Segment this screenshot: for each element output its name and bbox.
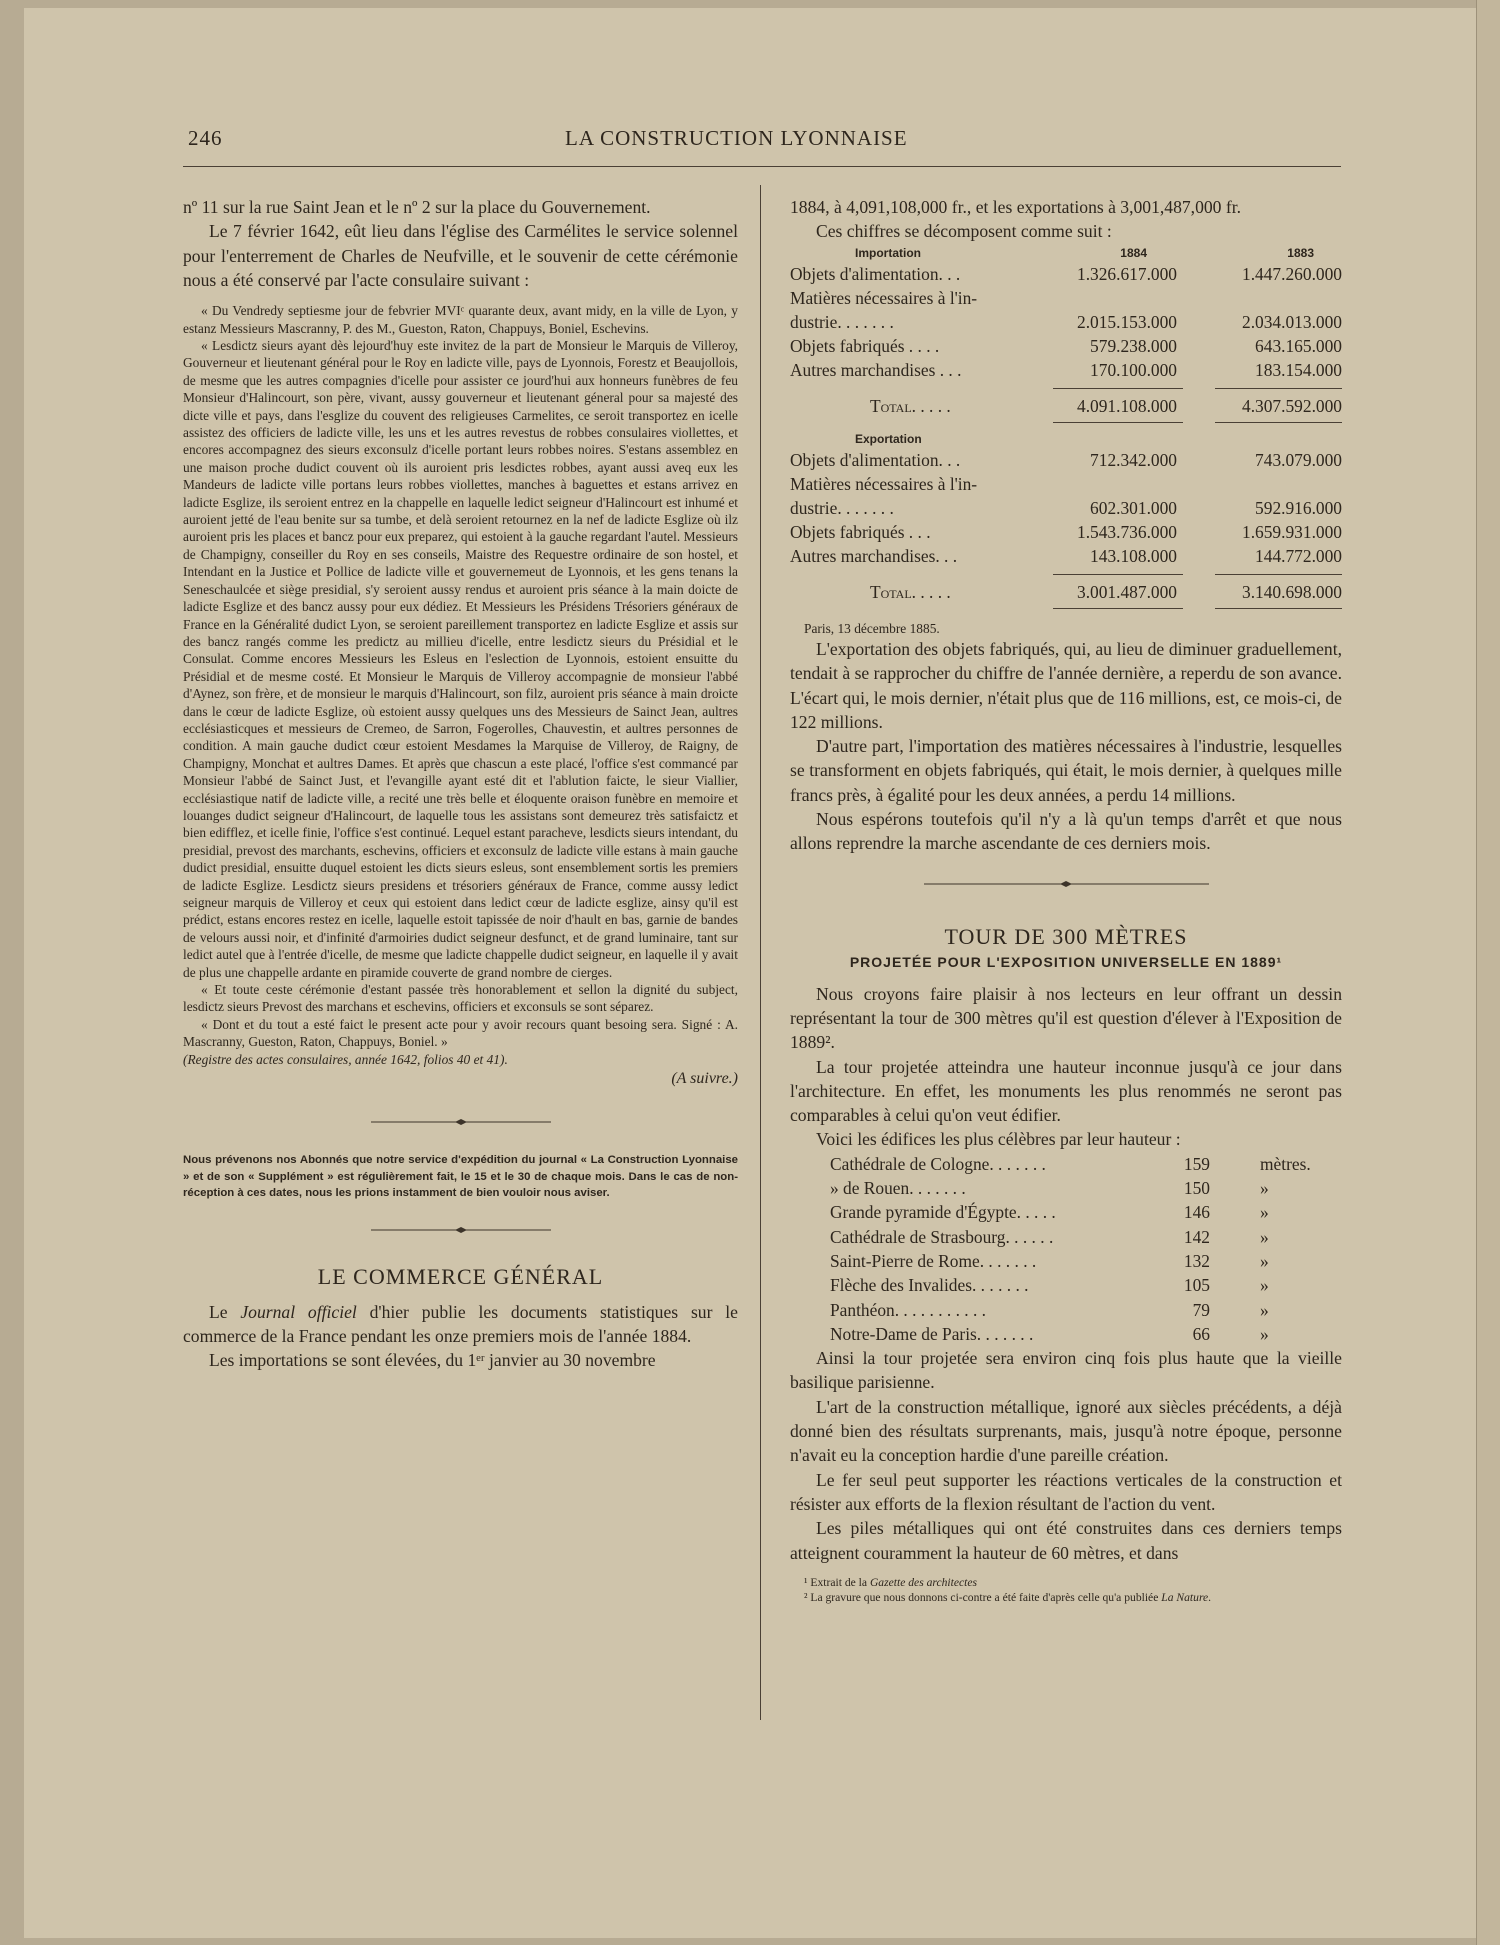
row-label: Objets d'alimentation. . . [790, 263, 961, 284]
sum-line [1215, 574, 1342, 575]
journal-title: LA CONSTRUCTION LYONNAISE [565, 126, 908, 150]
value-1883: 592.916.000 [1255, 497, 1342, 518]
table-row [790, 496, 1342, 520]
monument-height: 146 [1183, 1202, 1210, 1223]
footnote-source: Gazette des architectes [869, 1575, 978, 1589]
monument-height: 105 [1183, 1275, 1210, 1296]
monument-row [790, 1298, 1342, 1322]
tour-paragraph: Le fer seul peut supporter les réactions verticales de la construction et résister aux efforts de la flexion résultant de l'action du vent. [790, 1469, 1342, 1514]
monument-height: 159 [1183, 1153, 1210, 1174]
table-row [790, 286, 1342, 310]
commerce-text: Le [209, 1301, 241, 1322]
monument-unit: » [1260, 1299, 1269, 1320]
footnote-text: . [1208, 1590, 1212, 1604]
value-1884: 712.342.000 [1090, 449, 1177, 470]
monument-height: 132 [1183, 1250, 1210, 1271]
total-value: 4.307.592.000 [1242, 395, 1342, 416]
footnote-source: La Nature [1161, 1590, 1209, 1604]
tour-paragraph: Voici les édifices les plus célèbres par leur hauteur : [816, 1129, 1181, 1150]
quote-reference: (Registre des actes consulaires, année 1642, folios 40 et 41). [183, 1051, 508, 1067]
footnote-text: ² La gravure que nous donnons ci-contre a été faite d'après celle qu'a publiée [804, 1590, 1162, 1604]
value-1883: 2.034.013.000 [1242, 311, 1342, 332]
import-paragraph: D'autre part, l'importation des matières nécessaires à l'industrie, lesquelles se transforment en objets fabriqués, qui était, le mois dernier, à quelques mille francs près, à égalité pour les deux années, a perdu 14 millions. [790, 736, 1342, 805]
monument-height: 66 [1192, 1323, 1210, 1344]
value-1884: 1.543.736.000 [1077, 521, 1177, 542]
sum-line [1053, 422, 1183, 423]
table-row [790, 334, 1342, 358]
total-label: Total. . . . . [870, 395, 951, 416]
row-label: Objets fabriqués . . . [790, 521, 931, 542]
monument-height: 142 [1183, 1226, 1210, 1247]
export-paragraph: L'exportation des objets fabriqués, qui, au lieu de diminuer graduellement, tendait à se rapprocher du chiffre de l'année dernière, a reperdu de son avance. L'écart qui, le mois dernier, n'était plus que de 116 millions, est, ce mois-ci, de 122 millions. [790, 639, 1342, 732]
monument-unit: » [1260, 1250, 1269, 1271]
monument-name: » de Rouen. . . . . . . [830, 1178, 966, 1199]
journal-officiel: Journal officiel [240, 1301, 357, 1322]
footnote-1 [790, 1575, 1342, 1590]
table-row [790, 544, 1342, 568]
monument-height: 79 [1192, 1299, 1210, 1320]
commerce-intro: 1884, à 4,091,108,000 fr., et les exportations à 3,001,487,000 fr. [790, 197, 1242, 217]
ornamental-separator [924, 878, 1209, 890]
intro-continuation: nº 11 sur la rue Saint Jean et le nº 2 sur la place du Gouvernement. [183, 197, 651, 217]
total-value: 3.140.698.000 [1242, 581, 1342, 602]
commerce-text: d'hier publie les documents statistiques sur le commerce de la France pendant les onze premiers mois de l'année 1884. [183, 1301, 738, 1346]
sum-line [1215, 388, 1342, 389]
value-1883: 1.447.260.000 [1242, 263, 1342, 284]
value-1883: 144.772.000 [1255, 545, 1342, 566]
value-1883: 643.165.000 [1255, 335, 1342, 356]
quote-paragraph: « Et toute ceste cérémonie d'estant passée très honorablement et sellon la dignité du subject, lesdictz sieurs Prevost des marchans et eschevins, officiers et exconsuls se sont séparez. [183, 982, 738, 1015]
table-row [790, 262, 1342, 286]
total-value: 3.001.487.000 [1077, 581, 1177, 602]
value-1883: 743.079.000 [1255, 449, 1342, 470]
row-label: Autres marchandises . . . [790, 359, 962, 380]
year-header: 1883 [1287, 245, 1314, 260]
tour-paragraph: Nous croyons faire plaisir à nos lecteurs en leur offrant un dessin représentant la tour de 300 mètres qu'il est question d'élever à l'Exposition de 1889². [790, 983, 1342, 1053]
quote-paragraph: « Lesdictz sieurs ayant dès lejourd'huy este invitez de la part de Monsieur le Marquis de Villeroy, Gouverneur et lieutenant général pour le Roy en ladicte ville, pays de Lyonnois, Forestz et Beaujollois, de mesme que les autres compagnies d'icelle pour assister ce jourd'hui aux honneurs funèbres de feu Monsieur d'Halincourt, son père, vivant, aussy gouverneur et lieutenant géneral pour sa majesté des dicte ville et pays, dans l'esglize du couvent des religieuses Carmelites, ce seroit transportez en icelle assistez des officiers de ladicte ville, les uns et les autres revestus de robbes consulaires viollettes, et encores accompagnez des sieurs exconsulz d'icelle portant leurs robbes noires. S'estans assemblez en une maison proche dudict couvent où ils auroient pris lesdictes robbes, ayant aussi aveq eux les Mandeurs de ladicte ville portans leurs robbes viollettes, manches à baguettes et estans arrivez en ladicte Esglize, ils seroient entrez en la chappelle en laquelle ledict seigneur d'Halincourt est inhumé et auroient jetté de l'eau benite sur sa tumbe, et delà seroient retournez en la nef de ladicte Esglize où ilz auroient pris les places et bancz pour eux preparez, qui estoient à la gauche regardant l'autel. Messieurs de Champigny, conseiller du Roy en ses conseils, Maistre des Requestre ordinaire de son hostel, et Intendant en la Justice et Pollice de ladicte ville et gouvernemeut de Lyonnois, et les gens tenans la Seneschaulcée et siège presidial, s'y seroient aussy rendus et auroient pris séance à la main doicte de ladicte Esglize et des bancz aussy pour eux dédiez. Et Messieurs les Présidens Trésoriers généraux de France en la Généralité dudict Lyon, se seroient pareillement transportez en ladicte Esglize et assis sur des bancz rangés comme les predictz au millieu d'icelle, entre lesdictz sieurs du Présidial et le Consulat. Comme encores Messieurs les Esleus en l'eslection de Lyonnois, estoient ensuitte du Présidial et de mesme costé. Et Monsieur le Marquis de Villeroy accompagnie de monsieur l'abbé d'Aynez, son frère, et de monsieur le marquis d'Halincourt, son filz, auroient pris séance à main droicte dans le cœur de ladicte Esglize, où estoient aussy quelques uns des Messieurs de Sainct Jean, aultres ecclésiasticques et messieurs de Cremeo, de Sarron, Fogerolles, Chauvestin, et aultres personnes de condition. A main gauche dudict cœur estoient Mesdames la Marquise de Villeroy, de Raigny, de Champigny, Monchat et aultres Dames. Et après que chascun a este placé, l'office s'est commancé par Monsieur l'abbé de Sainct Just, et l'evangille ayant esté dit et l'ablution faicte, le sieur Viallier, ecclésiastique natif de ladicte ville, a recité une très belle et éloquente oraison funèbre en memoire et louanges dudict seigneur d'Halincourt, de laquelle tous les assistans sont demeurez très satisfaictz et bien edifflez, et icelle finie, l'office s'est continué. Lequel estant paracheve, lesdicts sieurs intendant, du presidial, prevost des marchants, eschevins, officiers et exconsulz de ladicte ville estans à main gauche dudict presidial, ensuitte duquel estoient les dicts sieurs esleus, sont ensemblement sortis les premiers de ladicte Esglize. Lesdictz sieurs presidens et trésoriers généraux de France, comme aussy ledict seigneur marquis de Villeroy et ceux qui estoient dans ledict cœur de ladicte esglize, ainsy qu'il est prédict, estans encores restez en icelle, laquelle estoit tapissée de noir d'hault en bas, garnie de bandes de velours aussi noir, et d'infinité d'armoiries dudict seigneur desfunct, et de grand luminaire, tant sur ledict autel que à l'entrée d'icelle, de mesme que ladicte chappelle dudict seigneur, en laquelle il y avait de plus une chappelle ardante en piramide couverte de grand nombre de cierges. [183, 338, 738, 980]
table-row [790, 472, 1342, 496]
year-header: 1884 [1120, 245, 1147, 260]
sum-line [1053, 574, 1183, 575]
monument-unit: » [1260, 1323, 1269, 1344]
row-label: Matières nécessaires à l'in- [790, 287, 978, 308]
import-header: Importation [855, 245, 921, 260]
row-label: dustrie. . . . . . . [790, 497, 894, 518]
row-label: Objets d'alimentation. . . [790, 449, 961, 470]
monument-row [790, 1225, 1342, 1249]
value-1884: 170.100.000 [1090, 359, 1177, 380]
monument-unit: » [1260, 1178, 1269, 1199]
table-row [790, 448, 1342, 472]
table-row [790, 358, 1342, 382]
monument-row [790, 1322, 1342, 1346]
total-label: Total. . . . . [870, 581, 951, 602]
row-label: Objets fabriqués . . . . [790, 335, 940, 356]
sum-line [1053, 608, 1183, 609]
monument-unit: » [1260, 1226, 1269, 1247]
monument-row [790, 1152, 1342, 1176]
commerce-title: LE COMMERCE GÉNÉRAL [317, 1263, 604, 1289]
footnotes [790, 1575, 1342, 1605]
value-1884: 1.326.617.000 [1077, 263, 1177, 284]
value-1883: 1.659.931.000 [1242, 521, 1342, 542]
quote-paragraph: « Dont et du tout a esté faict le present acte pour y avoir recours quant besoing sera. Signé : A. Mascranny, Gueston, Raton, Chappuys, Boniel. » [183, 1016, 738, 1050]
footnote-2 [790, 1590, 1342, 1605]
export-table [790, 430, 1342, 616]
ornamental-separator [371, 1224, 551, 1236]
hope-paragraph: Nous espérons toutefois qu'il n'y a là qu'un temps d'arrêt et que nous allons reprendre la marche ascendante de ces derniers mois. [790, 809, 1342, 854]
monument-name: Panthéon. . . . . . . . . . . [830, 1299, 987, 1320]
row-label: Matières nécessaires à l'in- [790, 473, 978, 494]
page-edge [1476, 0, 1500, 1945]
dateline: Paris, 13 décembre 1885. [804, 620, 940, 636]
sum-line [1215, 608, 1342, 609]
total-value: 4.091.108.000 [1077, 395, 1177, 416]
tour-paragraph: La tour projetée atteindra une hauteur inconnue jusqu'à ce jour dans l'architecture. En effet, les monuments les plus renommés ne seront pas comparables à celui qu'on veut édifier. [790, 1056, 1342, 1126]
left-column [183, 195, 738, 1372]
monument-name: Cathédrale de Cologne. . . . . . . [830, 1153, 1046, 1174]
para-1642: Le 7 février 1642, eût lieu dans l'église des Carmélites le service solennel pour l'enterrement de Charles de Neufville, et le souvenir de cette cérémonie nous a été conservé par l'acte consulaire suivant : [183, 221, 738, 290]
table-row [790, 520, 1342, 544]
ornamental-separator [371, 1116, 551, 1128]
consular-act-quote [183, 302, 738, 1068]
page-number: 246 [188, 126, 223, 150]
sum-line [1215, 422, 1342, 423]
subscriber-notice: Nous prévenons nos Abonnés que notre service d'expédition du journal « La Construction Lyonnaise » et de son « Supplément » est régulièrement fait, le 15 et le 30 de chaque mois. Dans le cas de non-réception à ces dates, nous les prions instamment de bien vouloir nous aviser. [183, 1154, 738, 1200]
right-column [790, 195, 1342, 1605]
tour-paragraph: L'art de la construction métallique, ignoré aux siècles précédents, a déjà donné bien des résultats surprenants, mais, jusqu'à notre époque, personne n'avait eu la conception hardie d'une pareille création. [790, 1396, 1342, 1466]
monument-row [790, 1249, 1342, 1273]
monument-height: 150 [1183, 1178, 1210, 1199]
monument-unit: » [1260, 1275, 1269, 1296]
tour-paragraph: Ainsi la tour projetée sera environ cinq fois plus haute que la vieille basilique parisienne. [790, 1348, 1342, 1393]
tour-paragraph: Les piles métalliques qui ont été construites dans ces derniers temps atteignent couramment la hauteur de 60 mètres, et dans [790, 1518, 1342, 1563]
monument-row [790, 1273, 1342, 1297]
monument-row [790, 1176, 1342, 1200]
import-table [790, 244, 1342, 430]
export-header: Exportation [855, 431, 922, 446]
to-follow: (A suivre.) [671, 1070, 738, 1088]
commerce-intro-2: Ces chiffres se décomposent comme suit : [816, 221, 1112, 242]
monument-unit: mètres. [1260, 1153, 1311, 1174]
footnote-text: ¹ Extrait de la [804, 1575, 870, 1589]
row-label: Autres marchandises. . . [790, 545, 958, 566]
header-rule [183, 166, 1341, 167]
value-1883: 183.154.000 [1255, 359, 1342, 380]
tour-subtitle: PROJETÉE POUR L'EXPOSITION UNIVERSELLE EN 1889¹ [849, 953, 1283, 970]
value-1884: 579.238.000 [1090, 335, 1177, 356]
table-row [790, 310, 1342, 334]
monument-name: Saint-Pierre de Rome. . . . . . . [830, 1250, 1037, 1271]
value-1884: 2.015.153.000 [1077, 311, 1177, 332]
row-label: dustrie. . . . . . . [790, 311, 894, 332]
monument-name: Flèche des Invalides. . . . . . . [830, 1275, 1029, 1296]
value-1884: 602.301.000 [1090, 497, 1177, 518]
monument-name: Cathédrale de Strasbourg. . . . . . [830, 1226, 1054, 1247]
monument-list [790, 1152, 1342, 1346]
monument-row [790, 1200, 1342, 1224]
value-1884: 143.108.000 [1090, 545, 1177, 566]
commerce-paragraph-2: Les importations se sont élevées, du 1ᵉʳ janvier au 30 novembre [209, 1350, 656, 1371]
monument-unit: » [1260, 1202, 1269, 1223]
column-rule [760, 185, 761, 1720]
monument-name: Notre-Dame de Paris. . . . . . . [830, 1323, 1034, 1344]
sum-line [1053, 388, 1183, 389]
tour-title: TOUR DE 300 MÈTRES [944, 923, 1188, 949]
quote-paragraph: « Du Vendredy septiesme jour de febvrier MVIᶜ quarante deux, avant midy, en la ville de Lyon, y estanz Messieurs Mascranny, P. des M., Gueston, Raton, Chappuys, Boniel, Eschevins. [183, 303, 738, 336]
commerce-paragraph [183, 1300, 738, 1349]
monument-name: Grande pyramide d'Égypte. . . . . [830, 1202, 1056, 1223]
